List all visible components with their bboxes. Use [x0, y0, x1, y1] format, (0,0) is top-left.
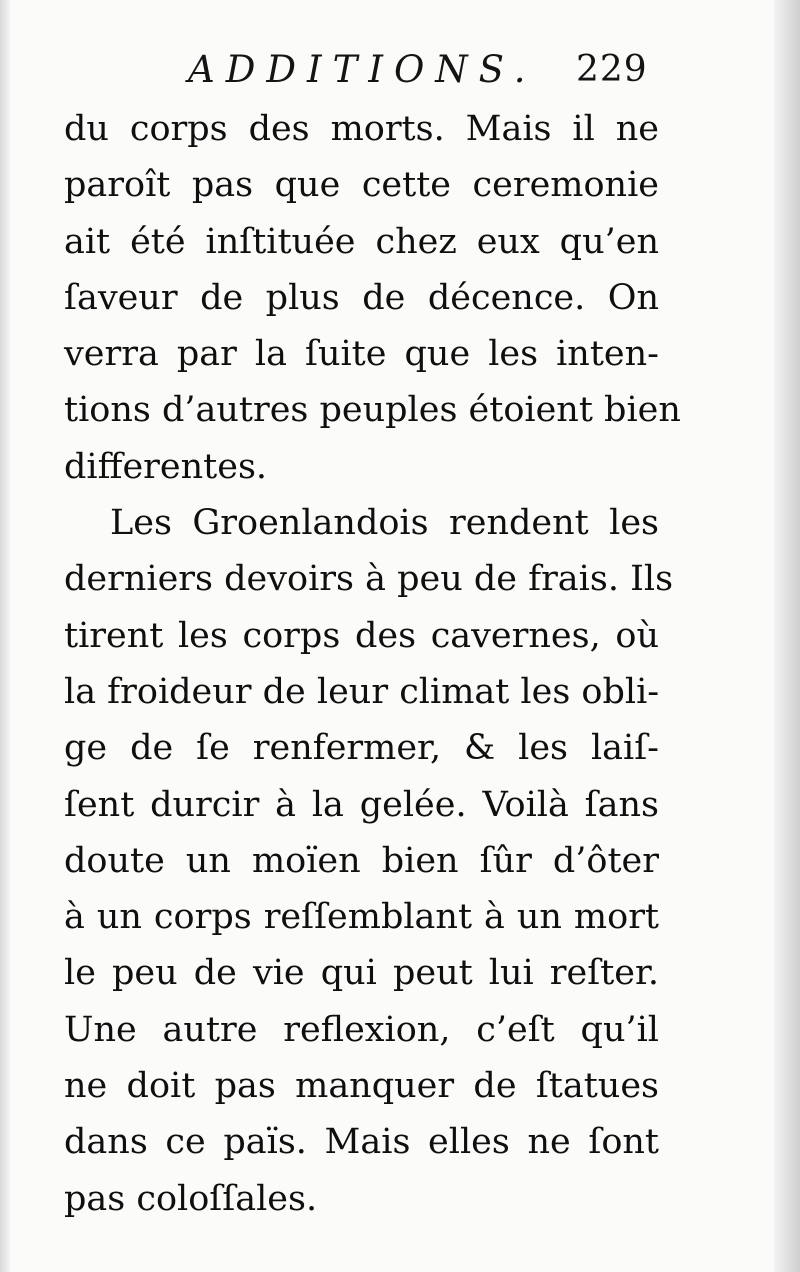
- text-line: differentes.: [64, 446, 268, 487]
- text-line: ſaveur de plus de décence. On: [64, 277, 659, 318]
- text-line: derniers devoirs à peu de frais. Ils: [64, 559, 674, 600]
- text-line: paroît pas que cette ceremonie: [64, 165, 659, 206]
- page-gutter-shadow: [0, 0, 10, 1272]
- page-header: [60, 40, 660, 100]
- text-line: du corps des morts. Mais il ne: [64, 109, 659, 149]
- text-line: pas coloſſales.: [64, 1178, 318, 1219]
- body-text: [64, 101, 681, 1227]
- text-line: Les Groenlandois rendent les: [110, 503, 659, 544]
- text-line: tions d’autres peuples étoient bien: [64, 390, 681, 431]
- text-line: ge de ſe renfermer, & les laiſ-: [64, 728, 659, 769]
- text-line: ne doit pas manquer de ſtatues: [64, 1066, 659, 1107]
- text-line: le peu de vie qui peut lui reſter.: [64, 953, 659, 994]
- text-line: dans ce païs. Mais elles ne ſont: [64, 1122, 659, 1163]
- text-line: à un corps reſſemblant à un mort: [64, 897, 659, 938]
- text-line: la froideur de leur climat les obli-: [64, 671, 660, 712]
- text-line: tirent les corps des cavernes, où: [64, 615, 659, 656]
- text-line: ait été inſtituée chez eux qu’en: [64, 221, 659, 262]
- text-line: verra par la ſuite que les inten-: [64, 334, 659, 375]
- page-number: 229: [576, 49, 648, 90]
- text-line: Une autre reflexion, c’eſt qu’il: [64, 1009, 659, 1050]
- page-edge-shadow: [774, 0, 800, 1272]
- text-line: doute un moïen bien ſûr d’ôter: [64, 840, 659, 881]
- running-head: ADDITIONS.: [188, 48, 537, 91]
- text-line: ſent durcir à la gelée. Voilà ſans: [64, 784, 659, 825]
